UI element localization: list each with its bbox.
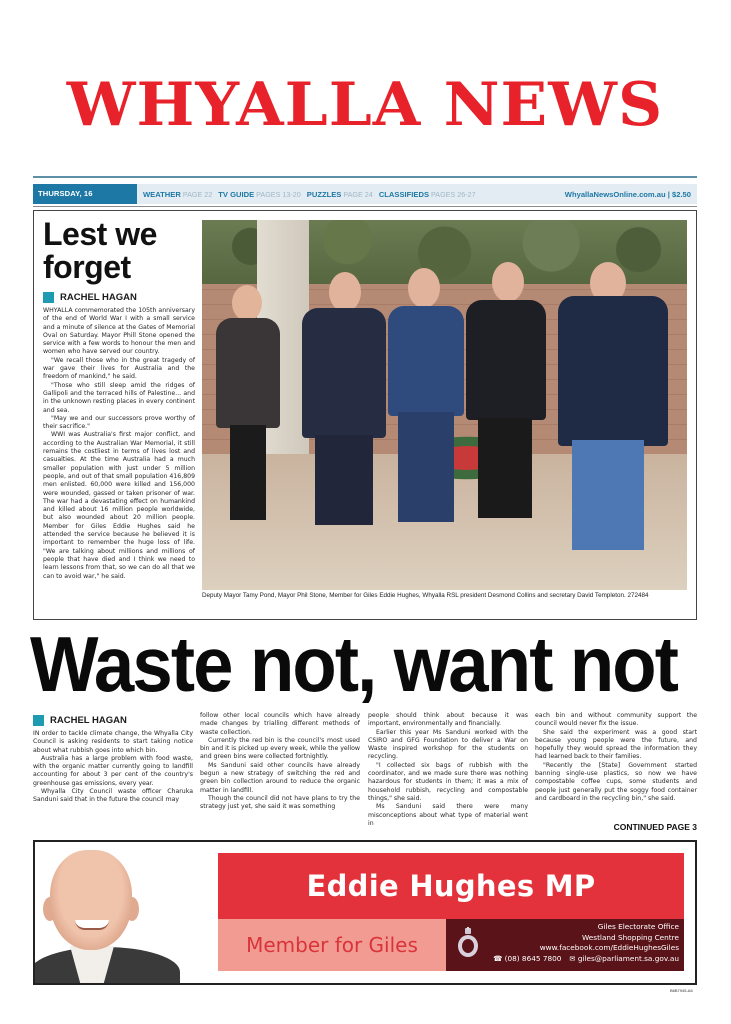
facebook-link[interactable]: www.facebook.com/EddieHughesGiles [539,943,679,952]
email-icon: ✉ [569,953,578,963]
office-location: Westland Shopping Centre [581,932,679,942]
masthead-rule [33,176,697,178]
group-photo [202,220,687,590]
byline-square-icon [43,292,54,303]
phone-contact[interactable]: ☎ (08) 8645 7800 [493,953,562,963]
second-story-column-3: people should think about because it was important, environmentally and financially. Earlier this year Ms Sanduni worked with the CSIRO and GFG Foundation to deliver a War on Waste inspired workshop for the students on recycling. "I collected six bags of rubbish with the coordinator, and we made sure there was nothing hazardous for students in them; it was a mix of household rubbish, recycling and compostable things," she said. Ms Sanduni said there were many misconceptions about what type of material went in [368,712,528,827]
second-story-column-2: follow other local councils which have already made changes by trialling different methods of waste collection. Currently the red bin is the council's most used bin and it is picked up every week, while the yellow and green bins were collected fortnightly. Ms Sanduni said other councils have already begun a new strategy of switching the red and green bin collection around to reduce the organic matter in landfill. Though the council did not have plans to try the strategy just yet, she said it was something [200,712,360,811]
advert-name: Eddie Hughes MP [218,853,684,919]
website-price: WhyallaNewsOnline.com.au | $2.50 [564,189,691,199]
index-tv-guide: TV GUIDE PAGES 13-20 [218,189,301,199]
top-story-body: WHYALLA commemorated the 105th anniversary of the end of World War I with a small service and a minute of silence at the Gates of Memorial Oval on Saturday. Mayor Phill Stone opened the service with a few words to honour the men and women who have served our country. "We recall those who in the great tragedy of war gave their lives for Australia and the freedom of mankind," he said. "Those who still sleep amid the ridges of Gallipoli and the terraced hills of Palestine... and in the unknown resting places in every continent and sea. "May we and our successors prove worthy of their sacrifice." WWI was Australia's first major conflict, and according to the Australian War Memorial, it still remains the costliest in terms of lives lost and casualties. At the time Australia had a much smaller population with just under 5 million people, and out of that small population 416,809 men enlisted. 60,000 were killed and 156,000 were wounded, gassed or taken prisoner of war. The war had a devastating effect on humankind and killed about 16 million people worldwide, but also wounded about 20 million people. Member for Giles Eddie Hughes said he attended the service because he believed it is important to remember the huge loss of life. "We are talking about millions and millions of people that have died and I think we need to learn lessons from that, so we can do all that we can to avoid war," he said. [43,307,196,580]
datebar-rule [33,206,697,207]
index-puzzles: PUZZLES PAGE 24 [306,189,373,199]
advert-portrait [35,842,195,983]
top-story-byline: RACHEL HAGAN [43,292,137,303]
parliament-crest-icon [458,927,478,957]
issue-date: THURSDAY, 16 NOVEMBER, 2023 [33,184,137,204]
top-story-headline: Lest we forget [43,216,157,285]
index-classifieds: CLASSIFIEDS PAGES 26-27 [378,189,476,199]
photo-caption: Deputy Mayor Tamy Pond, Mayor Phil Stone, Member for Giles Eddie Hughes, Whyalla RSL president Desmond Collins and secretary David Templeton. 272484 [202,592,649,599]
advert-contact-panel [446,919,684,971]
page-index [143,190,476,199]
index-weather: WEATHER PAGE 22 [143,189,213,199]
second-story-byline: RACHEL HAGAN [33,715,127,726]
advert-role: Member for Giles [218,919,446,971]
continued-page-link[interactable]: CONTINUED PAGE 3 [613,822,697,832]
second-story-column-4: each bin and without community support the council would never fix the issue. She said the experiment was a good start because young people were the future, and hopefully they would spread the information they had learned back to their families. "Recently the [State] Government started banning single-use plastics, so now we have compostable coffee cups, some students and people just generally put the soggy food container and cardboard in the recycling bin," she said. [535,712,697,802]
byline-square-icon [33,715,44,726]
date-bar [33,184,697,218]
masthead-title: WHYALLA NEWS [66,70,664,140]
advert-code: B6B7945-A6 [670,988,693,993]
second-story-headline: Waste not, want not [30,620,678,708]
second-story-column-1: IN order to tackle climate change, the Whyalla City Council is asking residents to start taking notice about what rubbish goes into which bin. Australia has a large problem with food waste, with the organic matter currently going to landfill accounting for about 3 per cent of the country's greenhouse gas emissions, every year. Whyalla City Council waste officer Charuka Sanduni said that in the future the council may [33,730,193,804]
office-name: Giles Electorate Office [597,922,679,931]
email-contact[interactable]: ✉ giles@parliament.sa.gov.au [569,953,679,963]
phone-icon: ☎ [493,953,505,963]
